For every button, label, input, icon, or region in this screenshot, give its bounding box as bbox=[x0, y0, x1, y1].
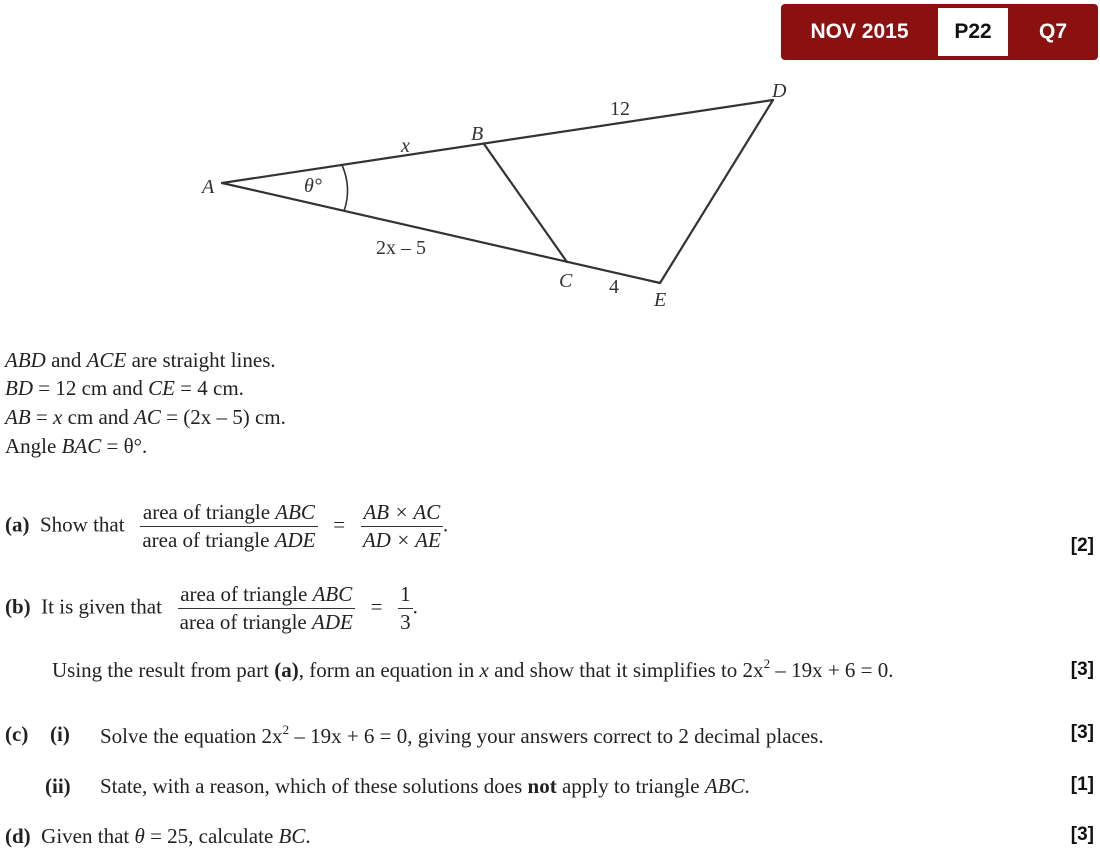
point-label-e: E bbox=[654, 289, 667, 311]
part-b-value-fraction: $\frac{1}{3}$ bbox=[400, 582, 411, 634]
part-d-statement: (d) Given that θ = 25, calculate BC. bbox=[5, 824, 311, 848]
side-label-ac: 2x – 5 bbox=[376, 237, 426, 259]
line-ad bbox=[222, 100, 773, 183]
part-c-ii-label-wrap bbox=[45, 774, 71, 799]
part-b-label: (b) bbox=[5, 594, 31, 619]
point-label-c: C bbox=[559, 270, 573, 292]
given-line-2: BD = 12 cm and CE = 4 cm. bbox=[5, 376, 244, 400]
part-c-i-label-wrap bbox=[50, 722, 70, 747]
part-c-ii-text: State, with a reason, which of these solutions does not apply to triangle ABC. bbox=[100, 774, 750, 798]
line-de bbox=[660, 100, 773, 283]
part-c-i-text: Solve the equation $2x^2 - 19x + 6 = 0$, giving your answers correct to 2 decimal places. bbox=[100, 722, 824, 748]
session-label: NOV 2015 bbox=[810, 20, 909, 43]
triangle-diagram bbox=[190, 70, 810, 320]
part-b-statement: (b) It is given that $\frac{\text{area of triangle ABC}}{\text{area of triangle ADE}}$ = $\frac{1}{3}$ . bbox=[5, 582, 418, 634]
part-b-instruction: Using the result from part (a), form an equation in x and show that it simplifies to $2x^2 - 19x + 6 = 0$. bbox=[52, 656, 894, 682]
part-c-ii-marks: [1] bbox=[1070, 774, 1094, 795]
given-line-4: Angle BAC = θ°. bbox=[5, 434, 148, 458]
question-reference-badge bbox=[781, 4, 1098, 60]
line-bc bbox=[484, 144, 567, 262]
side-label-ab: x bbox=[401, 135, 410, 157]
part-c-i-marks: [3] bbox=[1070, 722, 1094, 743]
angle-label: θ° bbox=[304, 175, 322, 197]
point-label-b: B bbox=[471, 123, 484, 145]
question-number-label: Q7 bbox=[1038, 20, 1067, 43]
part-a-marks: [2] bbox=[1070, 535, 1094, 556]
given-line-1: ABD and ACE are straight lines. bbox=[5, 348, 276, 372]
angle-arc bbox=[342, 165, 348, 211]
point-label-d: D bbox=[772, 80, 787, 102]
part-c-ii-label: (ii) bbox=[45, 774, 71, 798]
line-ae bbox=[222, 183, 660, 283]
side-label-bd: 12 bbox=[610, 98, 630, 120]
paper-label: P22 bbox=[938, 8, 1008, 56]
part-c-i-statement bbox=[5, 722, 28, 747]
part-b-area-ratio: $\frac{\text{area of triangle ABC}}{\text{area of triangle ADE}}$ bbox=[179, 582, 353, 634]
side-label-ce: 4 bbox=[609, 276, 619, 298]
part-d-label: (d) bbox=[5, 824, 31, 848]
part-c-label: (c) bbox=[5, 722, 29, 746]
part-b-marks: [3] bbox=[1070, 659, 1094, 680]
part-a-label: (a) bbox=[5, 512, 30, 537]
part-a-statement: (a) Show that $\frac{\text{area of triangle ABC}}{\text{area of triangle ADE}}$ = $\frac{AB \times AC}{AD \times AE}$ . bbox=[5, 500, 449, 552]
part-d-marks: [3] bbox=[1070, 824, 1094, 845]
part-a-area-ratio: $\frac{\text{area of triangle ABC}}{\text{area of triangle ADE}}$ bbox=[142, 500, 316, 552]
point-label-a: A bbox=[202, 176, 215, 198]
part-c-i-label: (i) bbox=[50, 722, 70, 746]
part-a-side-ratio: $\frac{AB \times AC}{AD \times AE}$ bbox=[362, 500, 441, 552]
given-line-3: AB = x cm and AC = (2x – 5) cm. bbox=[5, 405, 286, 429]
